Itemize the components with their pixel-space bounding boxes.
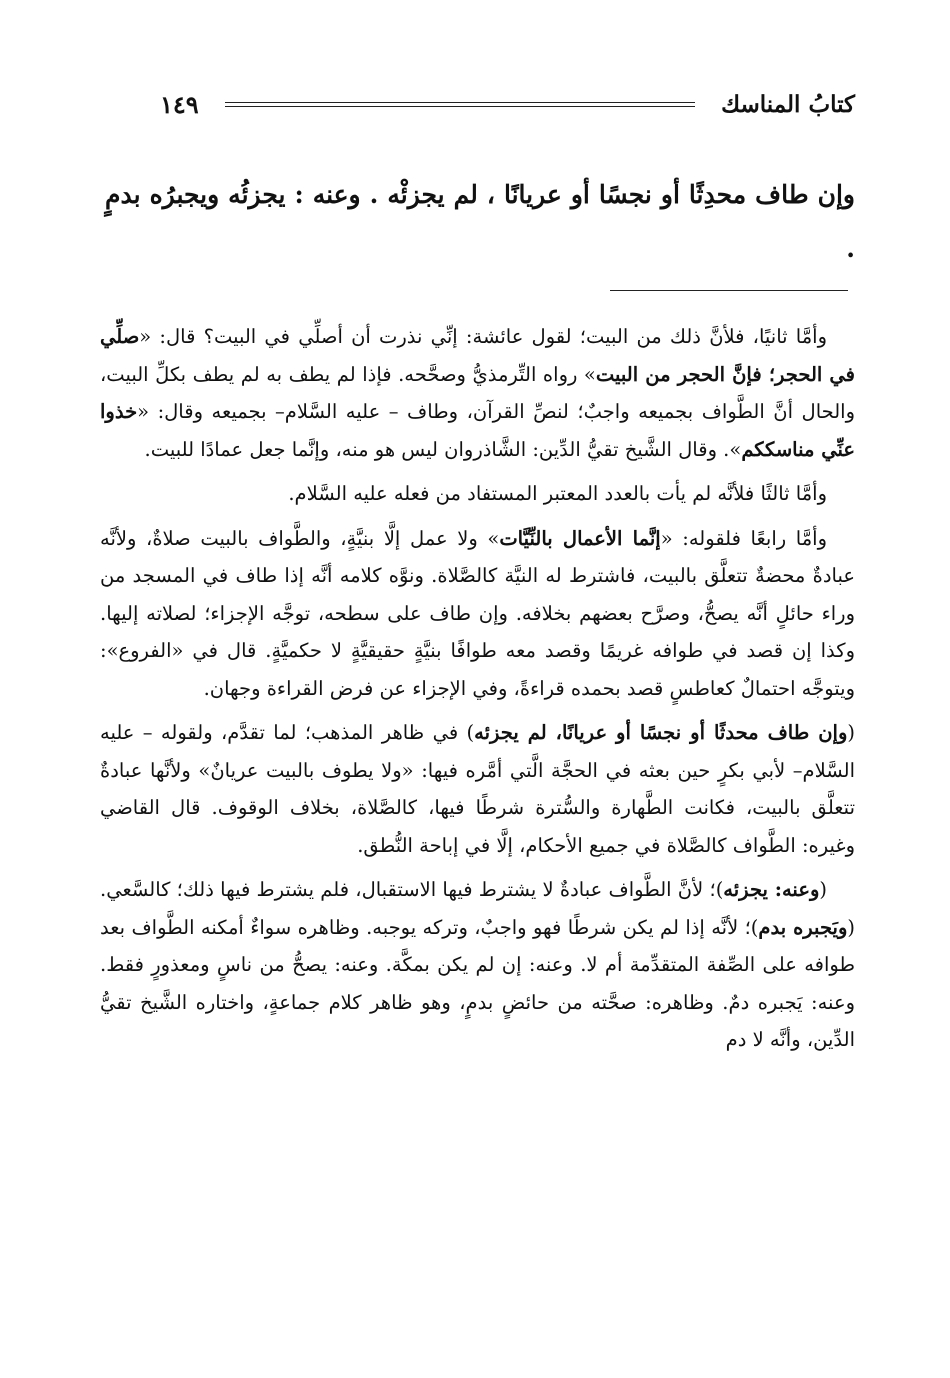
- text-run: » ولا عمل إلَّا بنيَّةٍ، والطَّواف بالبيت صلاةٌ، ولأنَّه عبادةٌ محضةٌ تتعلَّق بالبيت، فاشترط له النيَّة كالصَّلاة. ونوَّه كلامه أنَّه إذا طاف في المسجد من وراء حائلٍ أنَّه يصحُّ، وصرَّح بعضهم بخلافه. وإن طاف على سطحه، توجَّه الإجزاء؛ لصلاته إليها. وكذا إن قصد في طوافه غريمًا وقصد معه طوافًا بنيَّةٍ حقيقيَّةٍ لا حكميَّةٍ. قال في «الفروع»: ويتوجَّه احتمالٌ كعاطسٍ قصد بحمده قراءةً، وفي الإجزاء عن فرض القراءة وجهان.: [100, 526, 855, 700]
- hadith-quote: إنَّما الأعمال بالنِّيَّات: [499, 526, 661, 550]
- commentary-paragraph: [100, 520, 855, 708]
- text-run: )؛ لأنَّ الطَّواف عبادةٌ لا يشترط فيها الاستقبال، فلم يشترط فيها ذلك؛ كالسَّعي. (: [100, 878, 855, 939]
- text-run: » رواه التِّرمذيُّ وصحَّحه. فإذا لم يطف به لم يطف بكلِّ البيت، والحال أنَّ الطَّواف بجميعه واجبٌ؛ لنصِّ القرآن، وطاف – عليه السَّلام– بجميعه وقال: «: [100, 362, 855, 423]
- text-run: ) في ظاهر المذهب؛ لما تقدَّم، ولقوله – عليه السَّلام– لأبي بكرٍ حين بعثه في الحجَّة الَّتي أمَّره فيها: «ولا يطوف بالبيت عريانٌ» ولأنَّها عبادةٌ تتعلَّق بالبيت، فكانت الطَّهارة والسُّترة شرطًا فيها، كالصَّلاة، بخلاف الوقوف. قال القاضي وغيره: الطَّواف كالصَّلاة في جميع الأحكام، إلَّا في إباحة النُّطق.: [100, 721, 855, 857]
- matn-quote: وإن طاف محدثًا أو نجسًا أو عريانًا، لم يجزئه: [474, 721, 848, 744]
- matn-text: وإن طاف محدِثًا أو نجسًا أو عريانًا ، لم يجزئْه . وعنه : يجزئُه ويجبرُه بدمٍ .: [105, 180, 855, 263]
- commentary-paragraph: [100, 475, 855, 513]
- text-run: )؛ لأنَّه إذا لم يكن شرطًا فهو واجبٌ، وتركه يوجبه. وظاهره سواءٌ أمكنه الطَّواف بعد طوافه على الصِّفة المتقدِّمة أم لا. وعنه: إن لم يكن بمكَّة. وعنه: يصحُّ من ناسٍ ومعذورٍ فقط. وعنه: يَجبره دمٌ. وظاهره: صحَّته من حائضٍ بدمٍ، وهو ظاهر كلام جماعةٍ، واختاره الشَّيخ تقيُّ الدِّين، وأنَّه لا دم: [100, 915, 855, 1051]
- matn-quote: وعنه: يجزئه: [723, 878, 820, 901]
- commentary-paragraph: [100, 318, 855, 468]
- commentary: [100, 318, 855, 1066]
- hadith-quote: صلِّي في الحجر؛ فإنَّ الحجر من البيت: [100, 325, 856, 386]
- text-run: وأمَّا ثانيًا، فلأنَّ ذلك من البيت؛ لقول عائشة: إنِّي نذرت أن أصلِّي في البيت؟ قال: «: [139, 325, 827, 348]
- text-run: (: [847, 721, 855, 744]
- commentary-paragraph: [100, 714, 855, 864]
- text-run: وأمَّا ثالثًا فلأنَّه لم يأت بالعدد المعتبر المستفاد من فعله عليه السَّلام.: [288, 482, 827, 505]
- text-run: (: [819, 878, 827, 901]
- matn-separator-rule: [610, 290, 848, 291]
- running-header: [160, 86, 855, 122]
- commentary-paragraph: [100, 871, 855, 1059]
- book-title: كتابُ المناسك: [721, 90, 855, 118]
- page-number: ١٤٩: [160, 89, 199, 119]
- header-rule: [225, 102, 695, 107]
- matn-quote: ويَجبره بدم: [758, 915, 848, 939]
- text-run: ». وقال الشَّيخ تقيُّ الدِّين: الشَّاذروان ليس هو منه، وإنَّما جعل عمادًا للبيت.: [144, 437, 742, 461]
- text-run: وأمَّا رابعًا فلقوله: «: [660, 526, 828, 550]
- hadith-quote: خذوا عنِّي مناسككم: [100, 400, 855, 461]
